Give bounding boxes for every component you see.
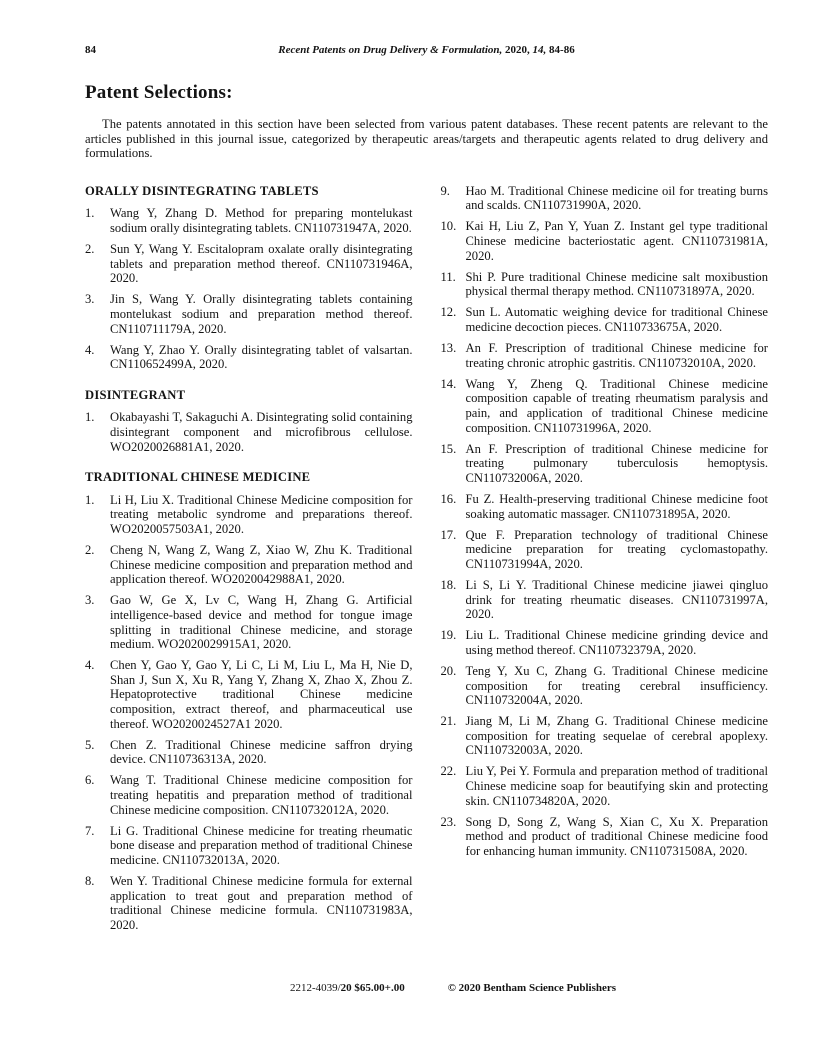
item-text: Wen Y. Traditional Chinese medicine formula for external application to treat gout and preparation method of traditional Chinese medicine formula. CN110731983A, 2020. [110,873,413,932]
column-right [441,184,769,939]
item-text: An F. Prescription of traditional Chinese medicine for treating chronic atrophic gastritis. CN110732010A, 2020. [465,341,768,370]
item-number: 1. [85,206,95,221]
patent-item [85,738,413,767]
column-left [85,184,413,939]
page-title: Patent Selections: [85,82,233,103]
item-number: 2. [85,543,95,558]
item-number: 12. [440,305,457,320]
patent-item [85,343,413,372]
item-text: Jin S, Wang Y. Orally disintegrating tablets containing montelukast sodium and preparation method thereof. CN110711179A, 2020. [110,292,413,336]
patent-item [85,824,413,868]
item-number: 18. [440,577,457,592]
item-text: Chen Z. Traditional Chinese medicine saffron drying device. CN110736313A, 2020. [110,737,413,767]
running-header [85,44,768,58]
item-number: 7. [85,823,95,838]
patent-item [85,593,413,651]
item-text: Wang T. Traditional Chinese medicine composition for treating hepatitis and preparation method of traditional Chinese medicine composition. CN110732012A, 2020. [110,773,413,817]
item-text: Liu L. Traditional Chinese medicine grinding device and using method thereof. CN110732379A, 2020. [465,628,768,657]
item-number: 5. [85,737,95,752]
item-number: 22. [440,764,457,779]
patent-item [441,305,769,334]
item-text: Sun Y, Wang Y. Escitalopram oxalate orally disintegrating tablets and preparation method thereof. CN110731946A, 2020. [110,242,413,286]
patent-item [85,410,413,454]
item-text: Jiang M, Li M, Zhang G. Traditional Chinese medicine composition for treating sequelae of cerebral apoplexy. CN110732003A, 2020. [465,714,768,758]
journal-year: 2020, [505,44,530,56]
item-number: 23. [440,814,457,829]
item-number: 9. [440,183,450,198]
patent-item [441,442,769,486]
issn-prefix: 2212-4039/ [289,982,341,994]
issn-price [290,982,405,994]
patent-item [85,874,413,932]
item-text: Chen Y, Gao Y, Gao Y, Li C, Li M, Liu L, Ma H, Nie D, Shan J, Sun X, Xu R, Yang Y, Zhang X, Zhao X, Zhou Z. Hepatoprotective traditional Chinese medicine composition, extract thereof, and pharmaceutical use thereof. WO2020024527A1 2020. [110,658,413,731]
price: 20 $65.00+.00 [340,982,405,994]
item-text: Gao W, Ge X, Lv C, Wang H, Zhang G. Artificial intelligence-based device and method for tongue image splitting in traditional Chinese medicine, and storage medium. WO2020029915A1, 2020. [110,593,413,652]
patent-item [441,492,769,521]
item-text: Cheng N, Wang Z, Wang Z, Xiao W, Zhu K. Traditional Chinese medicine composition and preparation method and application thereof. WO2020042988A1, 2020. [110,543,413,587]
item-text: Song D, Song Z, Wang S, Xian C, Xu X. Preparation method and product of traditional Chinese medicine food for enhancing human immunity. CN110731508A, 2020. [465,814,768,858]
patent-item [441,714,769,758]
item-number: 15. [440,441,457,456]
item-text: Fu Z. Health-preserving traditional Chinese medicine foot soaking automatic massager. CN110731895A, 2020. [465,491,768,521]
patent-item [441,664,769,708]
item-text: Shi P. Pure traditional Chinese medicine salt moxibustion physical thermal therapy method. CN110731897A, 2020. [465,269,768,299]
item-text: Teng Y, Xu C, Zhang G. Traditional Chinese medicine composition for treating cerebral insufficiency. CN110732004A, 2020. [465,663,768,708]
item-text: An F. Prescription of traditional Chinese medicine for treating pulmonary tuberculosis hemoptysis. CN110732006A, 2020. [465,441,768,485]
section-heading: TRADITIONAL CHINESE MEDICINE [85,470,311,485]
item-text: Wang Y, Zhang D. Method for preparing montelukast sodium orally disintegrating tablets. CN110731947A, 2020. [110,206,413,235]
item-number: 10. [440,219,457,234]
item-number: 11. [440,269,456,284]
patent-item [441,764,769,808]
item-text: Sun L. Automatic weighing device for traditional Chinese medicine decoction pieces. CN110733675A, 2020. [465,305,768,335]
item-text: Que F. Preparation technology of traditional Chinese medicine preparation for treating cyclomastopathy. CN110731994A, 2020. [465,527,768,571]
journal-volume: 14, [532,44,547,56]
item-number: 2. [85,242,95,257]
item-number: 4. [85,342,95,357]
item-text: Liu Y, Pei Y. Formula and preparation method of traditional Chinese medicine soap for beautifying skin and protecting skin. CN110734820A, 2020. [465,764,768,808]
journal-reference [85,44,768,56]
item-number: 1. [85,410,95,425]
item-number: 20. [440,663,457,678]
patent-item [85,206,413,235]
patent-item [85,658,413,731]
section-heading: ORALLY DISINTEGRATING TABLETS [85,183,319,198]
patent-item [85,543,413,587]
item-text: Li S, Li Y. Traditional Chinese medicine jiawei qingluo drink for treating rheumatic diseases. CN110731997A, 2020. [465,577,768,622]
patent-item [441,219,769,263]
patent-item [85,292,413,336]
patent-item [441,528,769,572]
page-footer [90,982,816,994]
patent-item [441,341,769,370]
item-number: 21. [440,714,457,729]
patent-item [441,377,769,435]
item-text: Wang Y, Zhao Y. Orally disintegrating tablet of valsartan. CN110652499A, 2020. [110,342,413,372]
item-number: 1. [85,492,95,507]
item-number: 6. [85,773,95,788]
item-number: 4. [85,658,95,673]
page-number: 84 [85,44,96,56]
item-number: 16. [440,491,457,506]
patent-item [441,815,769,859]
journal-title: Recent Patents on Drug Delivery & Formulation, [278,44,503,56]
item-text: Li H, Liu X. Traditional Chinese Medicine composition for treating metabolic syndrome and preparations thereof. WO2020057503A1, 2020. [110,492,413,536]
item-text: Wang Y, Zheng Q. Traditional Chinese medicine composition capable of treating rheumatism paralysis and pain, and application of traditional Chinese medicine composition. CN110731996A, 2020. [465,376,768,435]
section-heading: DISINTEGRANT [85,387,186,402]
patent-columns [85,184,768,939]
patent-item [441,628,769,657]
patent-item [85,242,413,286]
intro-paragraph: The patents annotated in this section have been selected from various patent databases. These recent patents are relevant to the articles published in this journal issue, categorized by therapeutic areas/targets and therapeutic agents related to drug delivery and formulations. [85,117,768,161]
item-text: Hao M. Traditional Chinese medicine oil for treating burns and scalds. CN110731990A, 2020. [465,183,768,213]
patent-item [441,184,769,213]
item-number: 13. [440,341,457,356]
item-text: Okabayashi T, Sakaguchi A. Disintegrating solid containing disintegrant component and microfibrous cellulose. WO2020026881A1, 2020. [110,410,413,454]
copyright-notice: © 2020 Bentham Science Publishers [447,982,617,994]
patent-item [441,270,769,299]
item-text: Kai H, Liu Z, Pan Y, Yuan Z. Instant gel type traditional Chinese medicine bacteriostatic agent. CN110731981A, 2020. [465,219,768,263]
item-number: 8. [85,873,95,888]
item-number: 17. [440,527,457,542]
journal-pages: 84-86 [549,44,575,56]
patent-item [441,578,769,622]
item-number: 19. [440,628,457,643]
patent-item [85,773,413,817]
item-number: 3. [85,292,95,307]
item-number: 3. [85,593,95,608]
item-text: Li G. Traditional Chinese medicine for treating rheumatic bone disease and preparation method of traditional Chinese medicine. CN110732013A, 2020. [110,823,413,867]
patent-item [85,493,413,537]
item-number: 14. [440,376,457,391]
